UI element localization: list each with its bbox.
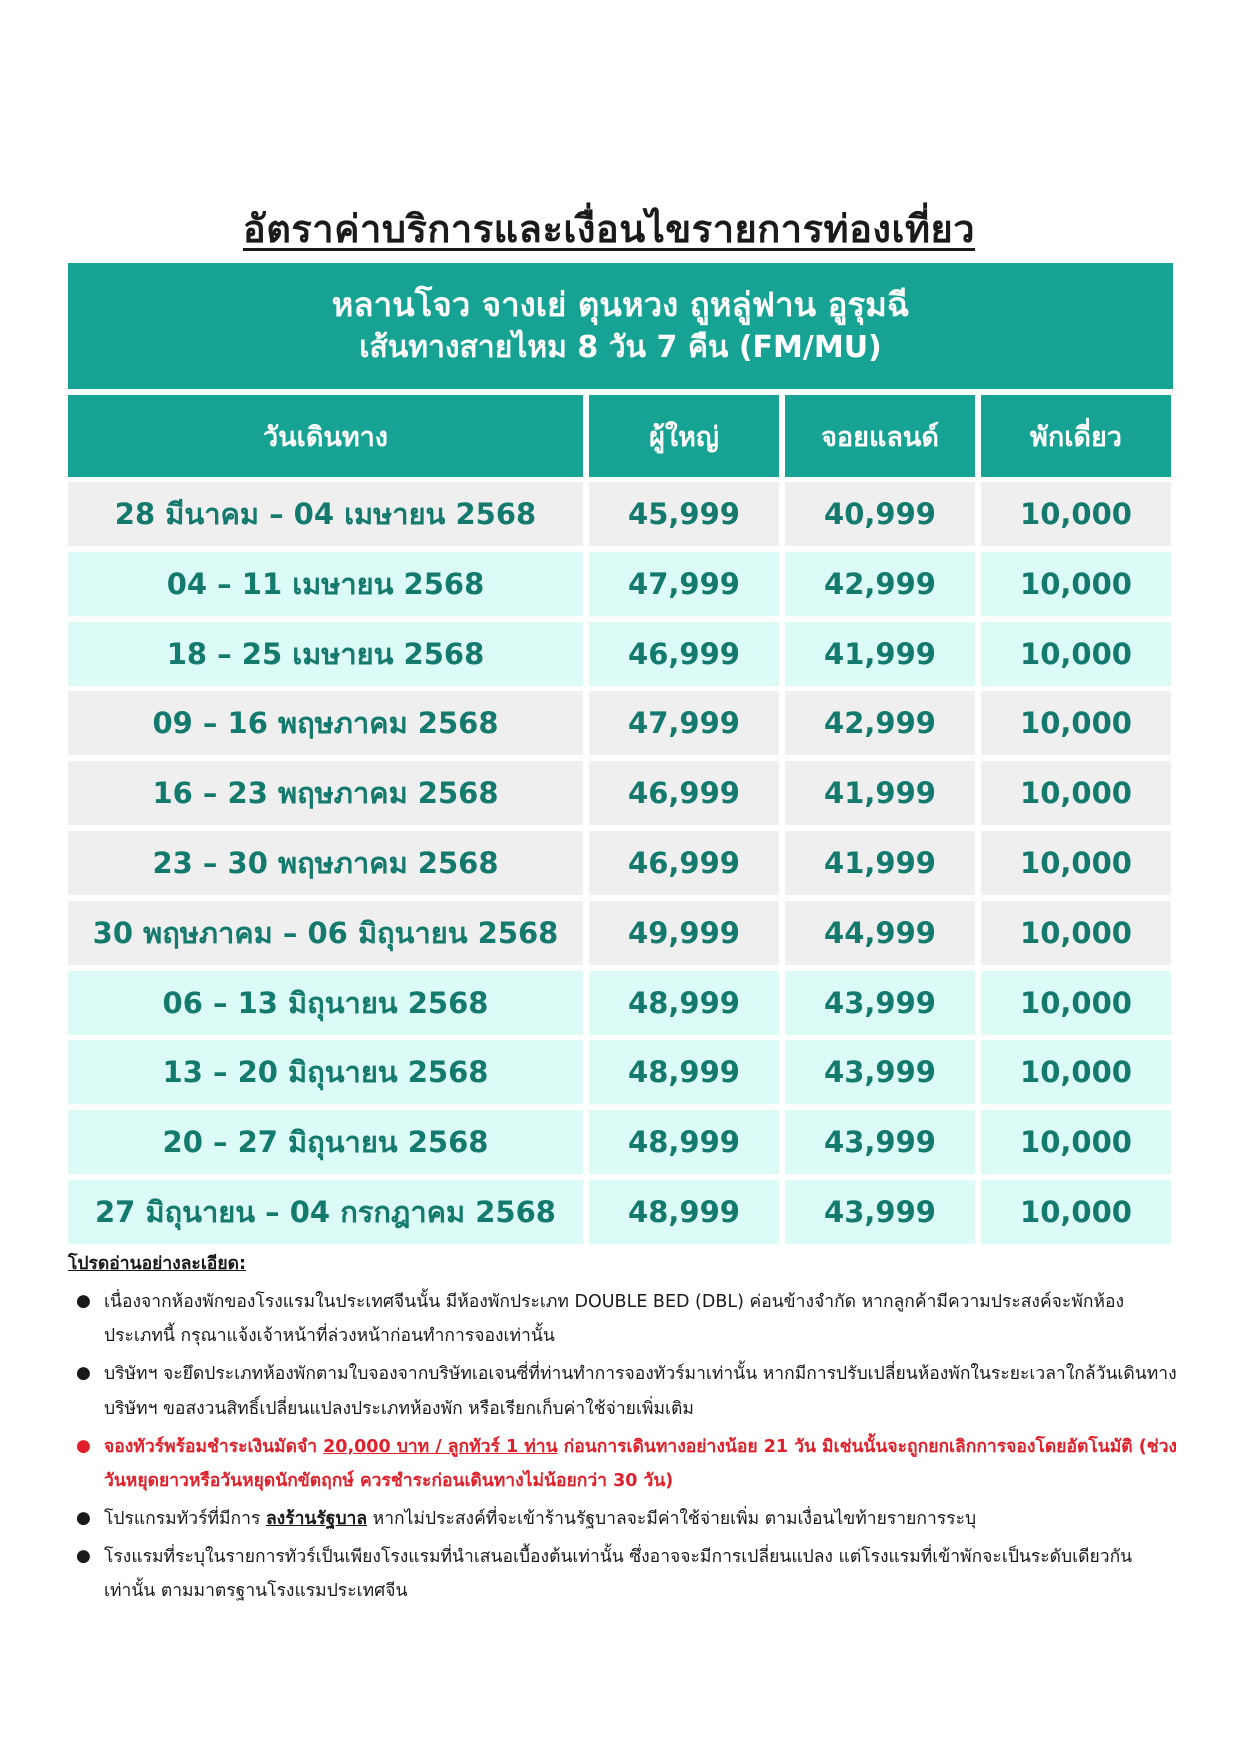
joinland-price-cell: 42,999 xyxy=(785,552,975,616)
tour-banner xyxy=(68,263,1173,389)
adult-price-cell: 46,999 xyxy=(589,622,779,686)
adult-price-cell: 46,999 xyxy=(589,831,779,895)
header-adult: ผู้ใหญ่ xyxy=(589,395,779,477)
joinland-price-cell: 41,999 xyxy=(785,622,975,686)
table-row xyxy=(68,761,1173,825)
note-text: โรงแรมที่ระบุในรายการทัวร์เป็นเพียงโรงแรมที่นำเสนอเบื้องต้นเท่านั้น ซึ่งอาจจะมีการเปลี่ยนแปลง แต่โรงแรมที่เข้าพักจะเป็นระดับเดียวกันเท่านั้น ตามมาตรฐานโรงแรมประเทศจีน xyxy=(104,1547,1133,1602)
date-cell: 23 – 30 พฤษภาคม 2568 xyxy=(68,831,583,895)
table-row xyxy=(68,831,1173,895)
page-title: อัตราค่าบริการและเงื่อนไขรายการท่องเที่ยว xyxy=(242,207,976,251)
deposit-amount: 20,000 บาท / ลูกทัวร์ 1 ท่าน xyxy=(323,1436,558,1457)
single-price-cell: 10,000 xyxy=(981,1110,1171,1174)
single-price-cell: 10,000 xyxy=(981,622,1171,686)
bullet-icon: ● xyxy=(76,1291,91,1312)
header-single: พักเดี่ยว xyxy=(981,395,1171,477)
adult-price-cell: 45,999 xyxy=(589,482,779,546)
single-price-cell: 10,000 xyxy=(981,691,1171,755)
date-cell: 06 – 13 มิถุนายน 2568 xyxy=(68,971,583,1035)
table-row xyxy=(68,552,1173,616)
adult-price-cell: 48,999 xyxy=(589,971,779,1035)
bullet-icon: ● xyxy=(76,1435,91,1456)
single-price-cell: 10,000 xyxy=(981,761,1171,825)
date-cell: 09 – 16 พฤษภาคม 2568 xyxy=(68,691,583,755)
table-row xyxy=(68,482,1173,546)
joinland-price-cell: 41,999 xyxy=(785,831,975,895)
single-price-cell: 10,000 xyxy=(981,552,1171,616)
note-text: บริษัทฯ จะยึดประเภทห้องพักตามใบจองจากบริษัทเอเจนซี่ที่ท่านทำการจองทัวร์มาเท่านั้น หากมีการปรับเปลี่ยนห้องพักในระยะเวลาใกล้วันเดินทาง บริษัทฯ ขอสงวนสิทธิ์เปลี่ยนแปลงประเภทห้องพัก หรือเรียกเก็บค่าใช้จ่ายเพิ่มเติม xyxy=(104,1364,1177,1419)
note-text: เนื่องจากห้องพักของโรงแรมในประเทศจีนนั้น มีห้องพักประเภท DOUBLE BED (DBL) ค่อนข้างจำกัด หากลูกค้ามีความประสงค์จะพักห้องประเภทนี้ กรุณาแจ้งเจ้าหน้าที่ล่วงหน้าก่อนทำการจองเท่านั้น xyxy=(104,1292,1125,1347)
price-table xyxy=(68,263,1173,1250)
note-text: ก่อนการเดินทางอย่างน้อย 21 วัน มิเช่นนั้นจะถูกยกเลิกการจองโดยอัตโนมัติ (ช่วงวันหยุดยาวหรือวันหยุดนักขัตฤกษ์ ควรชำระก่อนเดินทางไม่น้อยกว่า 30 วัน) xyxy=(104,1436,1177,1491)
adult-price-cell: 48,999 xyxy=(589,1180,779,1244)
joinland-price-cell: 43,999 xyxy=(785,1110,975,1174)
date-cell: 04 – 11 เมษายน 2568 xyxy=(68,552,583,616)
date-cell: 27 มิถุนายน – 04 กรกฎาคม 2568 xyxy=(68,1180,583,1244)
note-item xyxy=(68,1540,1178,1608)
joinland-price-cell: 42,999 xyxy=(785,691,975,755)
date-cell: 28 มีนาคม – 04 เมษายน 2568 xyxy=(68,482,583,546)
bullet-icon: ● xyxy=(76,1546,91,1566)
table-row xyxy=(68,901,1173,965)
adult-price-cell: 49,999 xyxy=(589,901,779,965)
government-shop-text: ลงร้านรัฐบาล xyxy=(265,1508,368,1529)
table-row xyxy=(68,1110,1173,1174)
notes-section xyxy=(68,1247,1178,1612)
note-item xyxy=(68,1502,1178,1536)
note-item xyxy=(68,1357,1178,1425)
adult-price-cell: 47,999 xyxy=(589,552,779,616)
note-item-deposit xyxy=(68,1430,1178,1498)
single-price-cell: 10,000 xyxy=(981,901,1171,965)
table-row xyxy=(68,971,1173,1035)
adult-price-cell: 47,999 xyxy=(589,691,779,755)
adult-price-cell: 46,999 xyxy=(589,761,779,825)
notes-heading: โปรดอ่านอย่างละเอียด: xyxy=(68,1254,246,1274)
table-row xyxy=(68,1040,1173,1104)
note-text: หากไม่ประสงค์ที่จะเข้าร้านรัฐบาลจะมีค่าใช้จ่ายเพิ่ม ตามเงื่อนไขท้ายรายการระบุ xyxy=(367,1508,977,1529)
date-cell: 16 – 23 พฤษภาคม 2568 xyxy=(68,761,583,825)
note-text: โปรแกรมทัวร์ที่มีการ xyxy=(104,1508,266,1529)
single-price-cell: 10,000 xyxy=(981,971,1171,1035)
table-header xyxy=(68,395,1173,477)
single-price-cell: 10,000 xyxy=(981,482,1171,546)
tour-route: เส้นทางสายไหม 8 วัน 7 คืน (FM/MU) xyxy=(359,330,882,366)
joinland-price-cell: 43,999 xyxy=(785,971,975,1035)
tour-name: หลานโจว จางเย่ ตุนหวง ถูหลู่ฟาน อูรุมฉี xyxy=(331,285,910,325)
single-price-cell: 10,000 xyxy=(981,1040,1171,1104)
date-cell: 18 – 25 เมษายน 2568 xyxy=(68,622,583,686)
joinland-price-cell: 44,999 xyxy=(785,901,975,965)
single-price-cell: 10,000 xyxy=(981,831,1171,895)
table-body xyxy=(68,482,1173,1244)
table-row xyxy=(68,622,1173,686)
joinland-price-cell: 43,999 xyxy=(785,1040,975,1104)
note-text: จองทัวร์พร้อมชำระเงินมัดจำ xyxy=(104,1436,324,1457)
date-cell: 20 – 27 มิถุนายน 2568 xyxy=(68,1110,583,1174)
joinland-price-cell: 40,999 xyxy=(785,482,975,546)
header-date: วันเดินทาง xyxy=(68,395,583,477)
bullet-icon: ● xyxy=(76,1363,91,1384)
joinland-price-cell: 43,999 xyxy=(785,1180,975,1244)
bullet-icon: ● xyxy=(76,1507,91,1528)
date-cell: 30 พฤษภาคม – 06 มิถุนายน 2568 xyxy=(68,901,583,965)
joinland-price-cell: 41,999 xyxy=(785,761,975,825)
adult-price-cell: 48,999 xyxy=(589,1040,779,1104)
table-row xyxy=(68,691,1173,755)
single-price-cell: 10,000 xyxy=(981,1180,1171,1244)
adult-price-cell: 48,999 xyxy=(589,1110,779,1174)
note-item xyxy=(68,1285,1178,1353)
table-row xyxy=(68,1180,1173,1244)
date-cell: 13 – 20 มิถุนายน 2568 xyxy=(68,1040,583,1104)
notes-list xyxy=(68,1285,1178,1608)
header-joinland: จอยแลนด์ xyxy=(785,395,975,477)
